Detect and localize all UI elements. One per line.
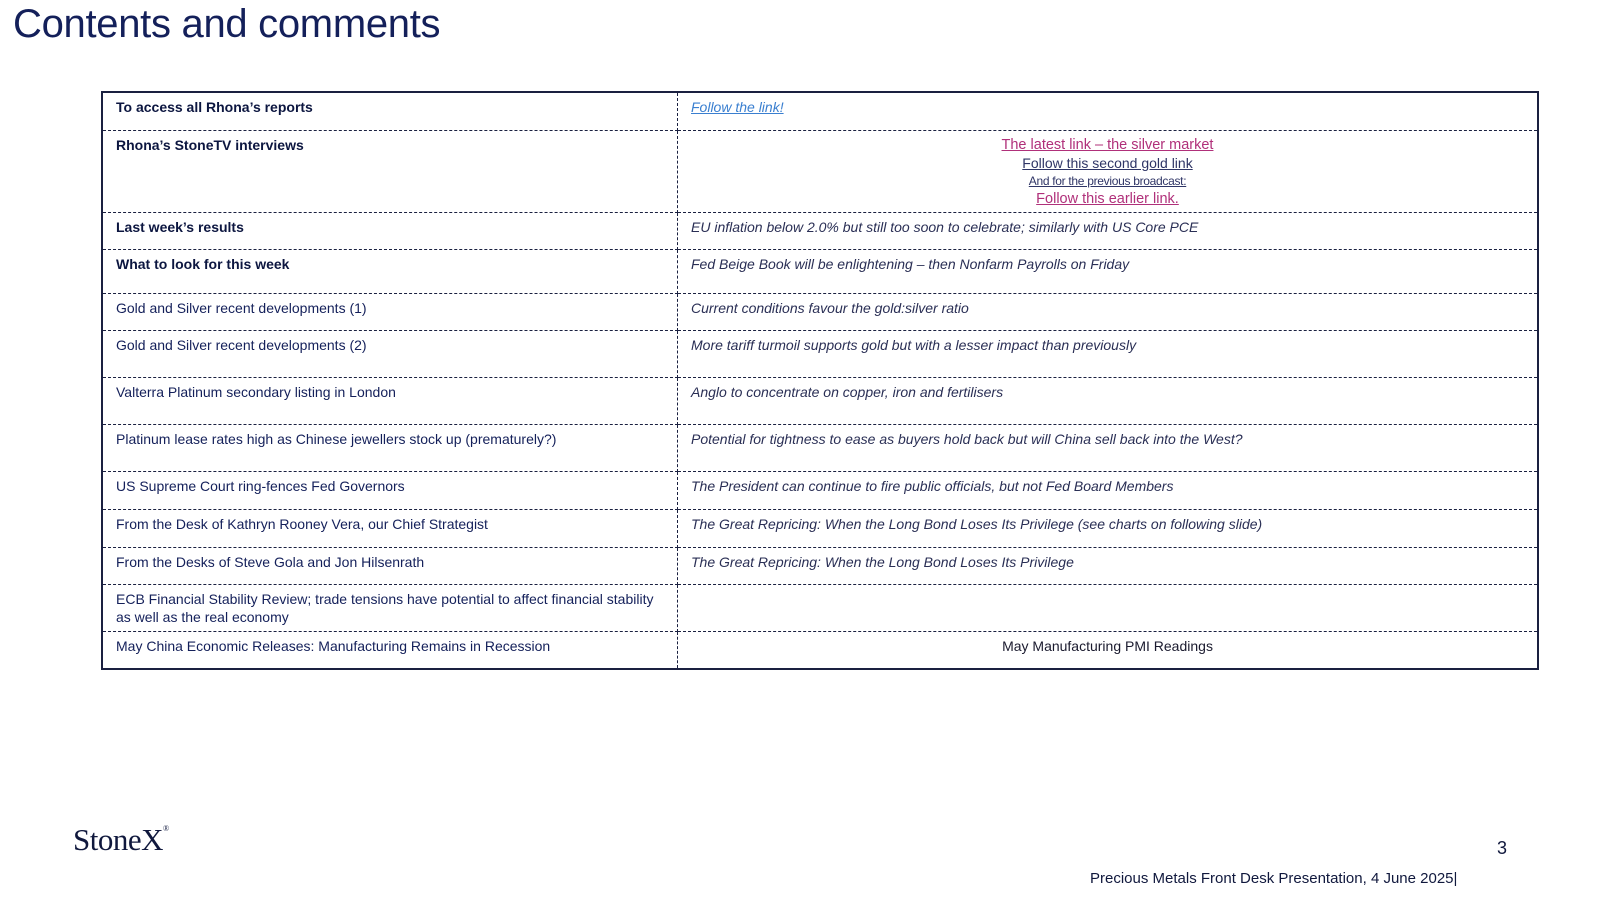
contents-table [101, 91, 1539, 670]
table-row [102, 249, 1538, 293]
table-row [102, 584, 1538, 631]
second-gold-link[interactable]: Follow this second gold link [1022, 154, 1193, 171]
footer-caption: Precious Metals Front Desk Presentation, 4 June 2025| [1090, 870, 1458, 887]
stonetv-links-cell [678, 130, 1539, 212]
row-label: Platinum lease rates high as Chinese jewellers stock up (prematurely?) [102, 424, 678, 471]
reports-link[interactable]: Follow the link! [691, 99, 784, 115]
row-label: ECB Financial Stability Review; trade tensions have potential to affect financial stability as well as the real economy [102, 584, 678, 631]
row-label: May China Economic Releases: Manufacturing Remains in Recession [102, 631, 678, 669]
page-title: Contents and comments [13, 2, 441, 46]
table-row [102, 377, 1538, 424]
table-row [102, 631, 1538, 669]
table-row [102, 509, 1538, 547]
row-label: Gold and Silver recent developments (2) [102, 330, 678, 377]
row-label: What to look for this week [102, 249, 678, 293]
row-label: US Supreme Court ring-fences Fed Governors [102, 471, 678, 509]
row-label: To access all Rhona’s reports [102, 92, 678, 130]
row-comment-cell [678, 92, 1539, 130]
table-row [102, 424, 1538, 471]
row-comment: EU inflation below 2.0% but still too soon to celebrate; similarly with US Core PCE [678, 212, 1539, 249]
row-comment [678, 584, 1539, 631]
row-comment: The Great Repricing: When the Long Bond Loses Its Privilege [678, 547, 1539, 584]
row-comment: May Manufacturing PMI Readings [678, 631, 1539, 669]
table-row [102, 471, 1538, 509]
row-label: Gold and Silver recent developments (1) [102, 293, 678, 330]
row-comment: Potential for tightness to ease as buyers hold back but will China sell back into the West? [678, 424, 1539, 471]
latest-link[interactable]: The latest link – the silver market [1001, 136, 1214, 153]
logo-text: StoneX [73, 822, 163, 857]
row-label: From the Desk of Kathryn Rooney Vera, our Chief Strategist [102, 509, 678, 547]
table-row [102, 330, 1538, 377]
registered-mark: ® [163, 824, 169, 833]
row-comment: The Great Repricing: When the Long Bond Loses Its Privilege (see charts on following slide) [678, 509, 1539, 547]
row-comment: Fed Beige Book will be enlightening – then Nonfarm Payrolls on Friday [678, 249, 1539, 293]
row-comment: More tariff turmoil supports gold but with a lesser impact than previously [678, 330, 1539, 377]
row-comment: Current conditions favour the gold:silver ratio [678, 293, 1539, 330]
stonex-logo [73, 822, 169, 858]
row-label: Last week’s results [102, 212, 678, 249]
row-label: Rhona’s StoneTV interviews [102, 130, 678, 212]
row-label: From the Desks of Steve Gola and Jon Hilsenrath [102, 547, 678, 584]
table-row [102, 130, 1538, 212]
page-number: 3 [1497, 838, 1508, 858]
table-row [102, 547, 1538, 584]
table-row [102, 293, 1538, 330]
row-label: Valterra Platinum secondary listing in London [102, 377, 678, 424]
table-row [102, 212, 1538, 249]
previous-broadcast-link[interactable]: And for the previous broadcast: [1028, 173, 1187, 188]
row-comment: Anglo to concentrate on copper, iron and fertilisers [678, 377, 1539, 424]
earlier-link[interactable]: Follow this earlier link. [1036, 190, 1179, 207]
table-row [102, 92, 1538, 130]
row-comment: The President can continue to fire public officials, but not Fed Board Members [678, 471, 1539, 509]
